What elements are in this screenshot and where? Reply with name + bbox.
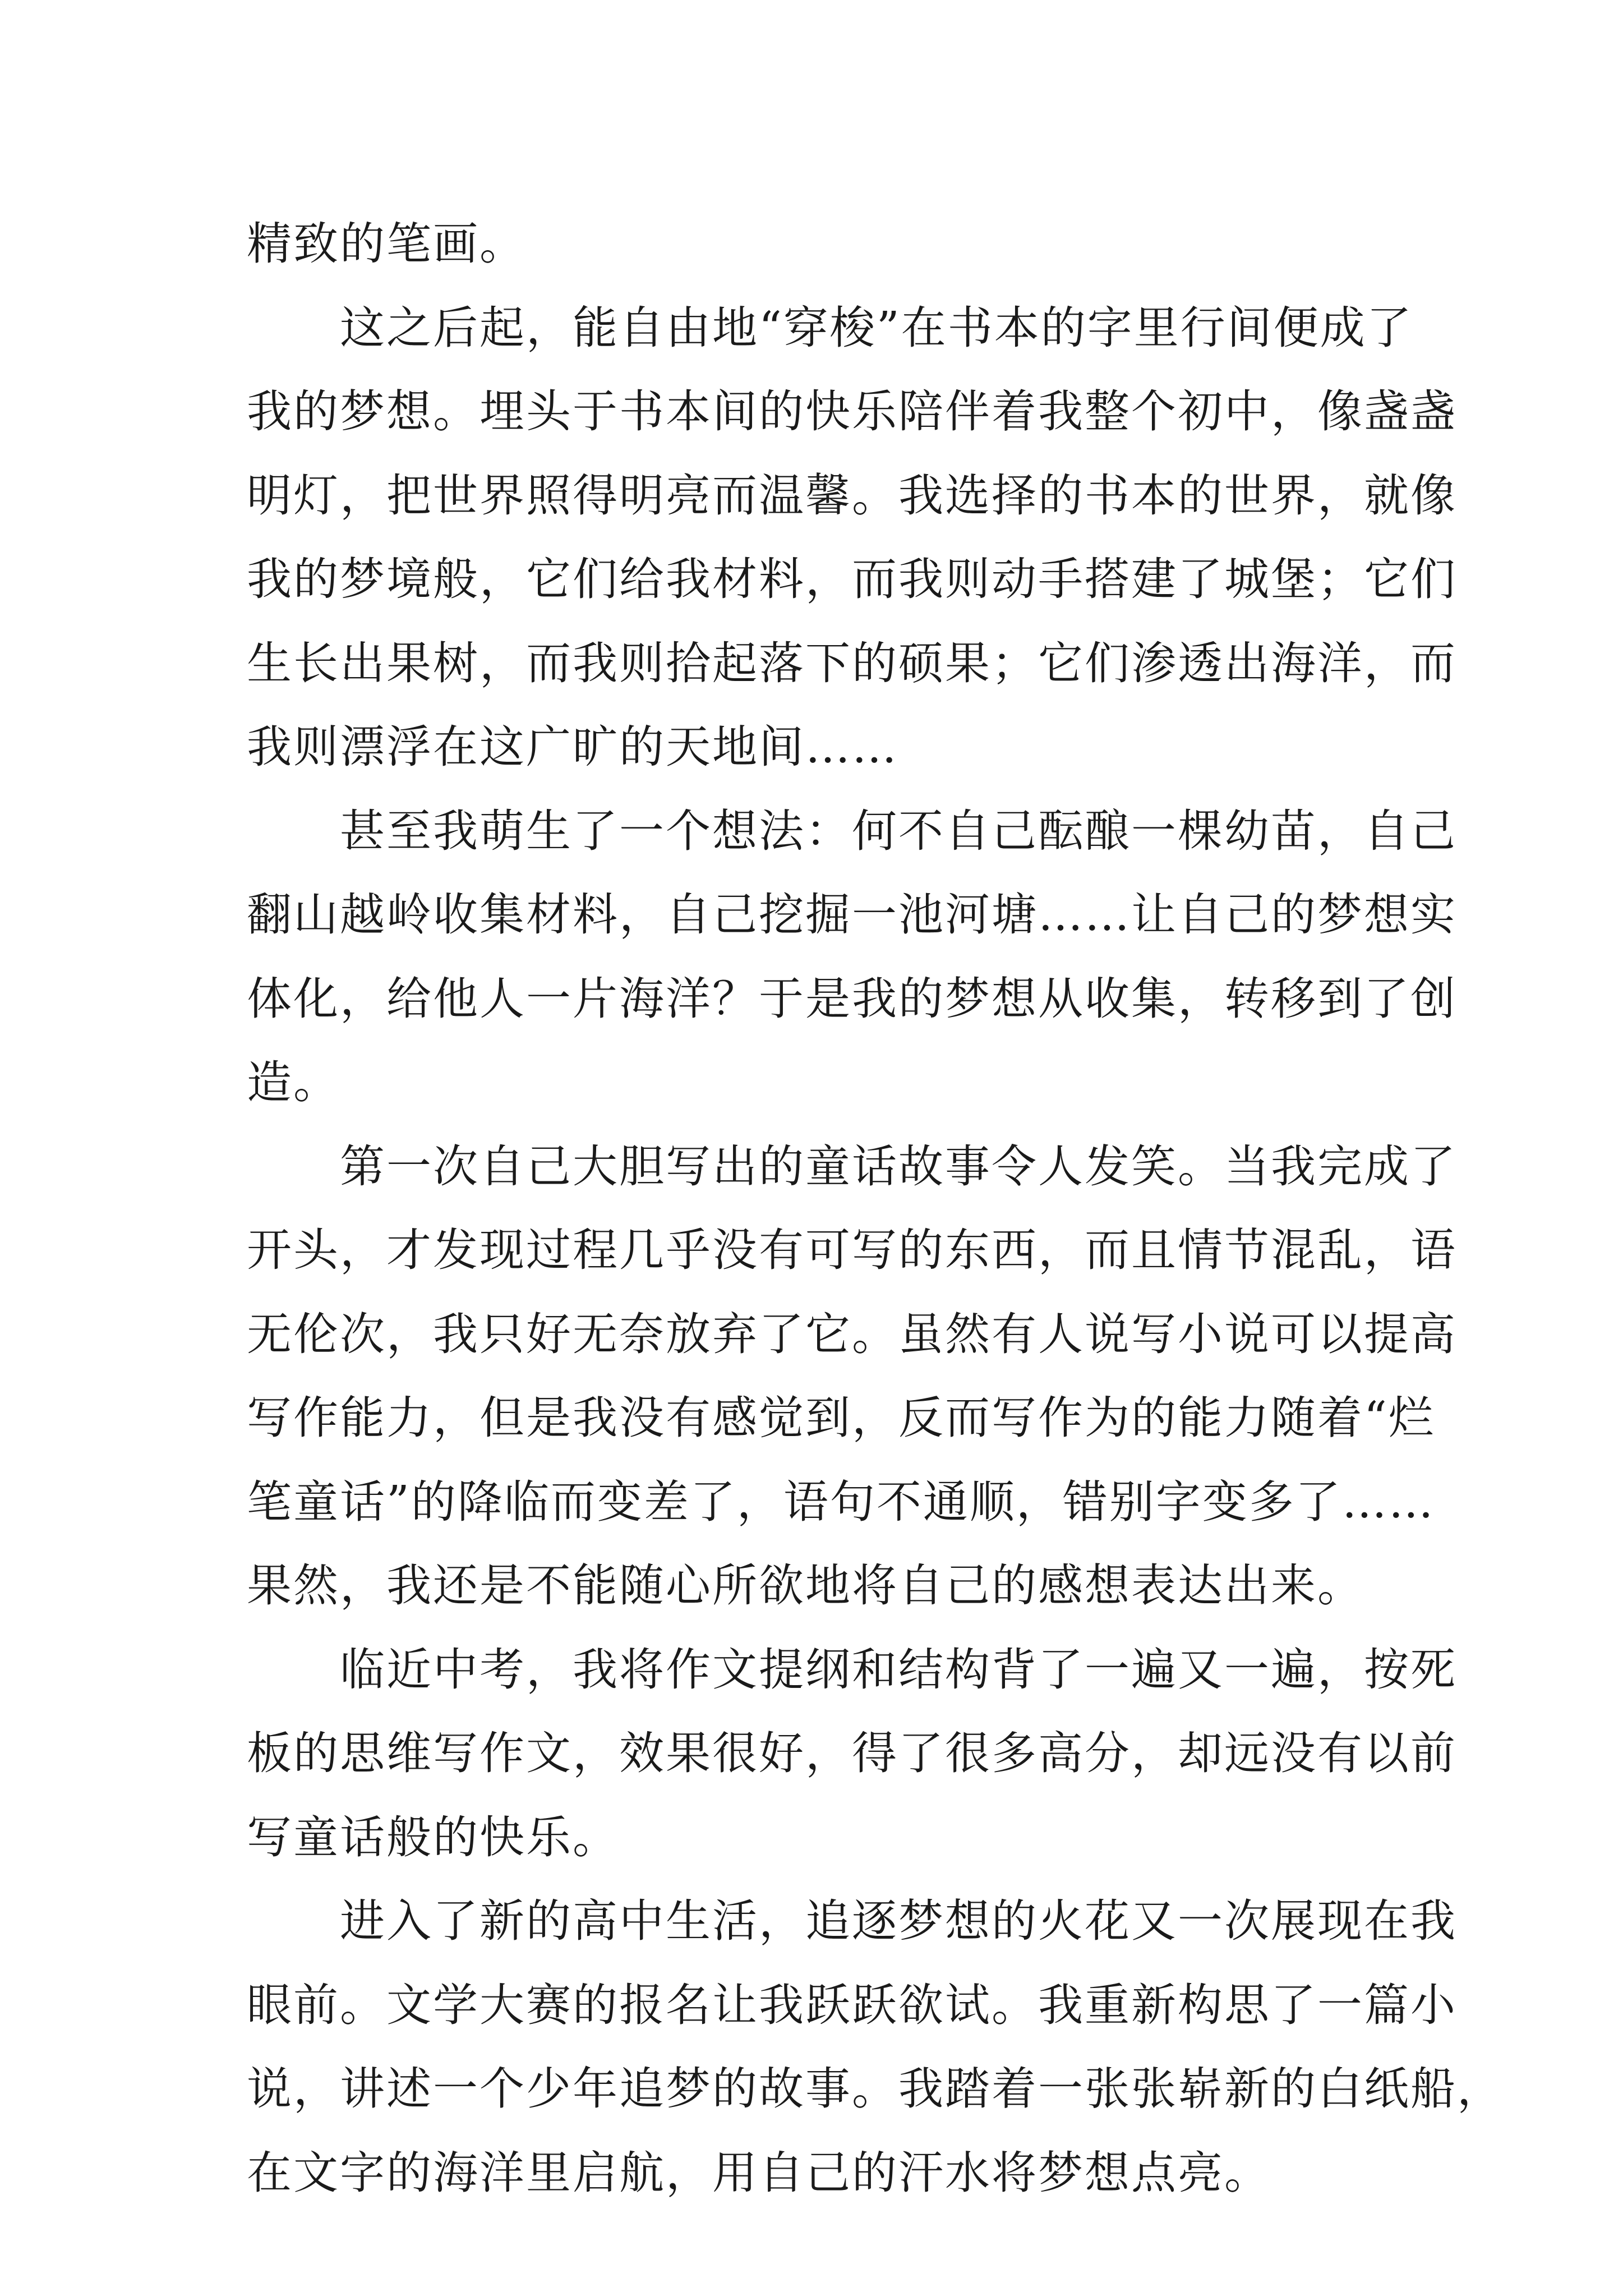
- text-line: 明灯，把世界照得明亮而温馨。我选择的书本的世界，就像: [247, 469, 1457, 522]
- text-line: 无伦次，我只好无奈放弃了它。虽然有人说写小说可以提高: [247, 1308, 1457, 1360]
- text-line: 板的思维写作文，效果很好，得了很多高分，却远没有以前: [247, 1727, 1457, 1779]
- text-line: 我则漂浮在这广旷的天地间……: [247, 721, 898, 773]
- text-line: 说，讲述一个少年追梦的故事。我踏着一张张崭新的白纸船，: [247, 2063, 1504, 2115]
- text-line: 进入了新的高中生活，追逐梦想的火花又一次展现在我: [340, 1895, 1457, 1947]
- text-line: 生长出果树，而我则拾起落下的硕果；它们渗透出海洋，而: [247, 637, 1457, 689]
- text-line: 我的梦想。埋头于书本间的快乐陪伴着我整个初中，像盏盏: [247, 385, 1457, 438]
- text-line: 果然，我还是不能随心所欲地将自己的感想表达出来。: [247, 1559, 1364, 1612]
- text-line: 我的梦境般，它们给我材料，而我则动手搭建了城堡；它们: [247, 553, 1457, 605]
- text-line: 体化，给他人一片海洋？于是我的梦想从收集，转移到了创: [247, 972, 1457, 1025]
- text-line: 翻山越岭收集材料，自己挖掘一池河塘……让自己的梦想实: [247, 889, 1457, 941]
- text-line: 笔童话”的降临而变差了，语句不通顺，错别字变多了……: [247, 1475, 1435, 1528]
- text-line: 写作能力，但是我没有感觉到，反而写作为的能力随着“烂: [247, 1392, 1435, 1444]
- text-line: 精致的笔画。: [247, 218, 526, 270]
- text-line: 眼前。文学大赛的报名让我跃跃欲试。我重新构思了一篇小: [247, 1978, 1457, 2031]
- text-line: 造。: [247, 1056, 340, 1108]
- text-line: 在文字的海洋里启航，用自己的汗水将梦想点亮。: [247, 2146, 1271, 2199]
- text-line: 写童话般的快乐。: [247, 1811, 619, 1864]
- text-line: 这之后起，能自由地“穿梭”在书本的字里行间便成了: [340, 301, 1413, 354]
- text-line: 临近中考，我将作文提纲和结构背了一遍又一遍，按死: [340, 1643, 1457, 1696]
- document-body: [247, 202, 1504, 2215]
- text-line: 第一次自己大胆写出的童话故事令人发笑。当我完成了: [340, 1140, 1457, 1193]
- text-line: 甚至我萌生了一个想法：何不自己酝酿一棵幼苗，自己: [340, 804, 1457, 857]
- text-line: 开头，才发现过程几乎没有可写的东西，而且情节混乱，语: [247, 1224, 1457, 1276]
